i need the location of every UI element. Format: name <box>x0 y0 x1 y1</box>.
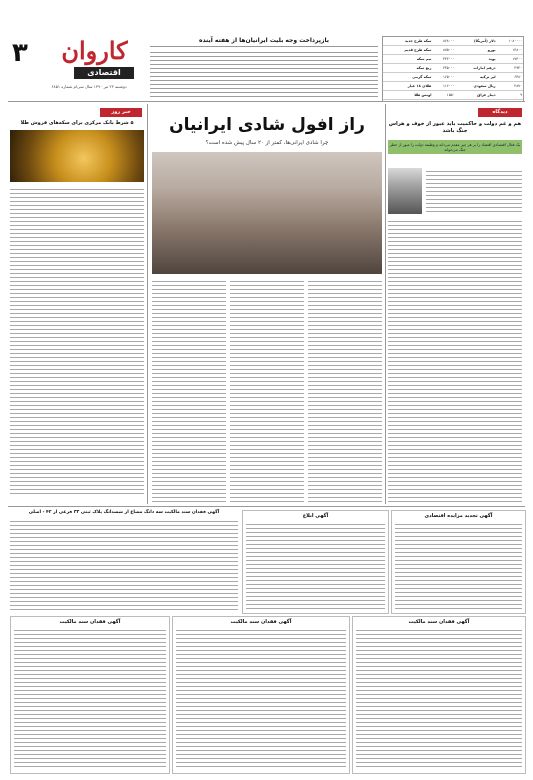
ad-deed-2-title: آگهی فقدان سند مالکیت <box>230 619 292 625</box>
ticker-value: ۱۱۶۰۰۰ <box>432 82 455 91</box>
ticker-label: اونس طلا <box>383 91 432 100</box>
ticker-label: نیم سکه <box>383 55 432 64</box>
ad-deed-1-title: آگهی فقدان سند مالکیت <box>59 619 121 625</box>
ticker-label: پوند <box>456 55 497 64</box>
ticker-value: ۸۷۵۰۰۰ <box>432 46 455 55</box>
lead-title: راز افول شادی ایرانیان <box>169 115 365 135</box>
ticker-value: ۴۴۲۰۰۰ <box>432 55 455 64</box>
ticker-value: ۶۳۸۰ <box>497 73 523 82</box>
ad-deed-1 <box>10 616 170 774</box>
ticker-label: یورو <box>456 46 497 55</box>
top-story-text <box>150 49 378 97</box>
market-ticker <box>382 36 524 102</box>
ad-tender-title: آگهی تجدید مزایده اقتصادی <box>424 513 493 519</box>
ticker-row <box>383 46 523 55</box>
news-box-body <box>10 186 144 496</box>
ticker-label: سکه گرمی <box>383 73 432 82</box>
ticker-value: ۱۵۵۰ <box>432 91 455 100</box>
ticker-value: ۲۸۷۰ <box>497 82 523 91</box>
lead-subtitle: چرا شادی ایرانی‌ها، کمتر از ۲۰ سال پیش شده است؟ <box>205 140 329 146</box>
section-label: اقتصادی <box>74 67 134 79</box>
ticker-value: ۱۶۵۰۰۰ <box>432 73 455 82</box>
ads-rule <box>8 506 525 507</box>
header-rule <box>8 101 525 102</box>
ticker-label: دینار عراق <box>456 91 497 100</box>
ticker-row <box>383 64 523 73</box>
ticker-value: ۱۰۸۰۰۰۰ <box>497 37 523 46</box>
ads-header-body <box>10 518 238 610</box>
ad-deed-3-body <box>356 627 522 769</box>
crowd-photo <box>152 152 382 274</box>
opinion-body-top <box>426 168 522 214</box>
ad-deed-3 <box>352 616 526 774</box>
ticker-value: ۱۴۸۰۰ <box>497 46 523 55</box>
ad-deed-3-title: آگهی فقدان سند مالکیت <box>408 619 470 625</box>
ticker-row <box>383 55 523 64</box>
lead-body-2 <box>230 278 304 502</box>
opinion-body <box>388 218 522 502</box>
ticker-value: ۸۶۸۰۰۰ <box>432 37 455 46</box>
ad-deed-1-body <box>14 627 166 769</box>
ticker-value: ۱۷۳۰۰ <box>497 55 523 64</box>
ticker-label: دلار (آمریکا) <box>456 37 497 46</box>
news-box-title: ۵ شرط بانک مرکزی برای سکه‌های فروش طلا <box>20 120 134 126</box>
ad-notice-title: آگهی ابلاغ <box>302 513 329 519</box>
ticker-row <box>383 37 523 46</box>
dateline: دوشنبه ۲۳ تیر ۱۳۹۰ سال سی‌ام شماره ۶۸۵۱ <box>51 84 127 89</box>
opinion-deck: یک فعال اقتصادی اقتصاد را بر هر چیز مقدم می‌داند و وظیفه دولت را عبور از خطر جنگ می‌خواند <box>389 142 521 152</box>
ad-notice-body <box>246 521 385 609</box>
ticker-label: ربع سکه <box>383 64 432 73</box>
ticker-label: سکه طرح جدید <box>383 37 432 46</box>
ad-tender <box>391 510 526 614</box>
column-divider-right <box>385 104 386 504</box>
opinion-title: هم و غم دولت و حاکمیت باید عبور از خوف و هراس جنگ باشد <box>388 121 522 134</box>
ticker-row <box>383 73 523 82</box>
ad-tender-body <box>395 521 522 609</box>
newspaper-logo: کاروان <box>61 36 128 65</box>
ticker-value: ۹ <box>497 91 523 100</box>
ticker-label: طلای ۱۸ عیار <box>383 82 432 91</box>
sidebar-section-label: دیدگاه <box>478 108 522 117</box>
ad-deed-2 <box>172 616 350 774</box>
gold-coins-photo <box>10 130 144 182</box>
lead-body-3 <box>308 278 382 502</box>
ad-notice <box>242 510 389 614</box>
lead-body-1 <box>152 278 226 502</box>
top-story-title: بازپرداخت وجه بلیت ایرانیان‌ها از هفته آینده <box>199 37 329 44</box>
ticker-label: لیر ترکیه <box>456 73 497 82</box>
ticker-value: ۲۳۵۰۰۰ <box>432 64 455 73</box>
top-story-rule <box>150 46 378 47</box>
column-divider-left <box>147 104 148 504</box>
ads-header: آگهی فقدان سند مالکیت سه دانگ مشاع از ششدانگ پلاک ثبتی ۳۳ فرعی از ۴۲ - اصلی <box>28 510 220 515</box>
page-number: ۳ <box>12 38 28 68</box>
ticker-label: ریال سعودی <box>456 82 497 91</box>
ticker-label: سکه طرح قدیم <box>383 46 432 55</box>
ticker-row <box>383 91 523 100</box>
news-box-label: خبر روز <box>100 108 142 117</box>
author-portrait <box>388 168 422 214</box>
ticker-row <box>383 82 523 91</box>
ticker-label: درهم امارات <box>456 64 497 73</box>
ticker-value: ۲۹۴۰ <box>497 64 523 73</box>
ad-deed-2-body <box>176 627 346 769</box>
